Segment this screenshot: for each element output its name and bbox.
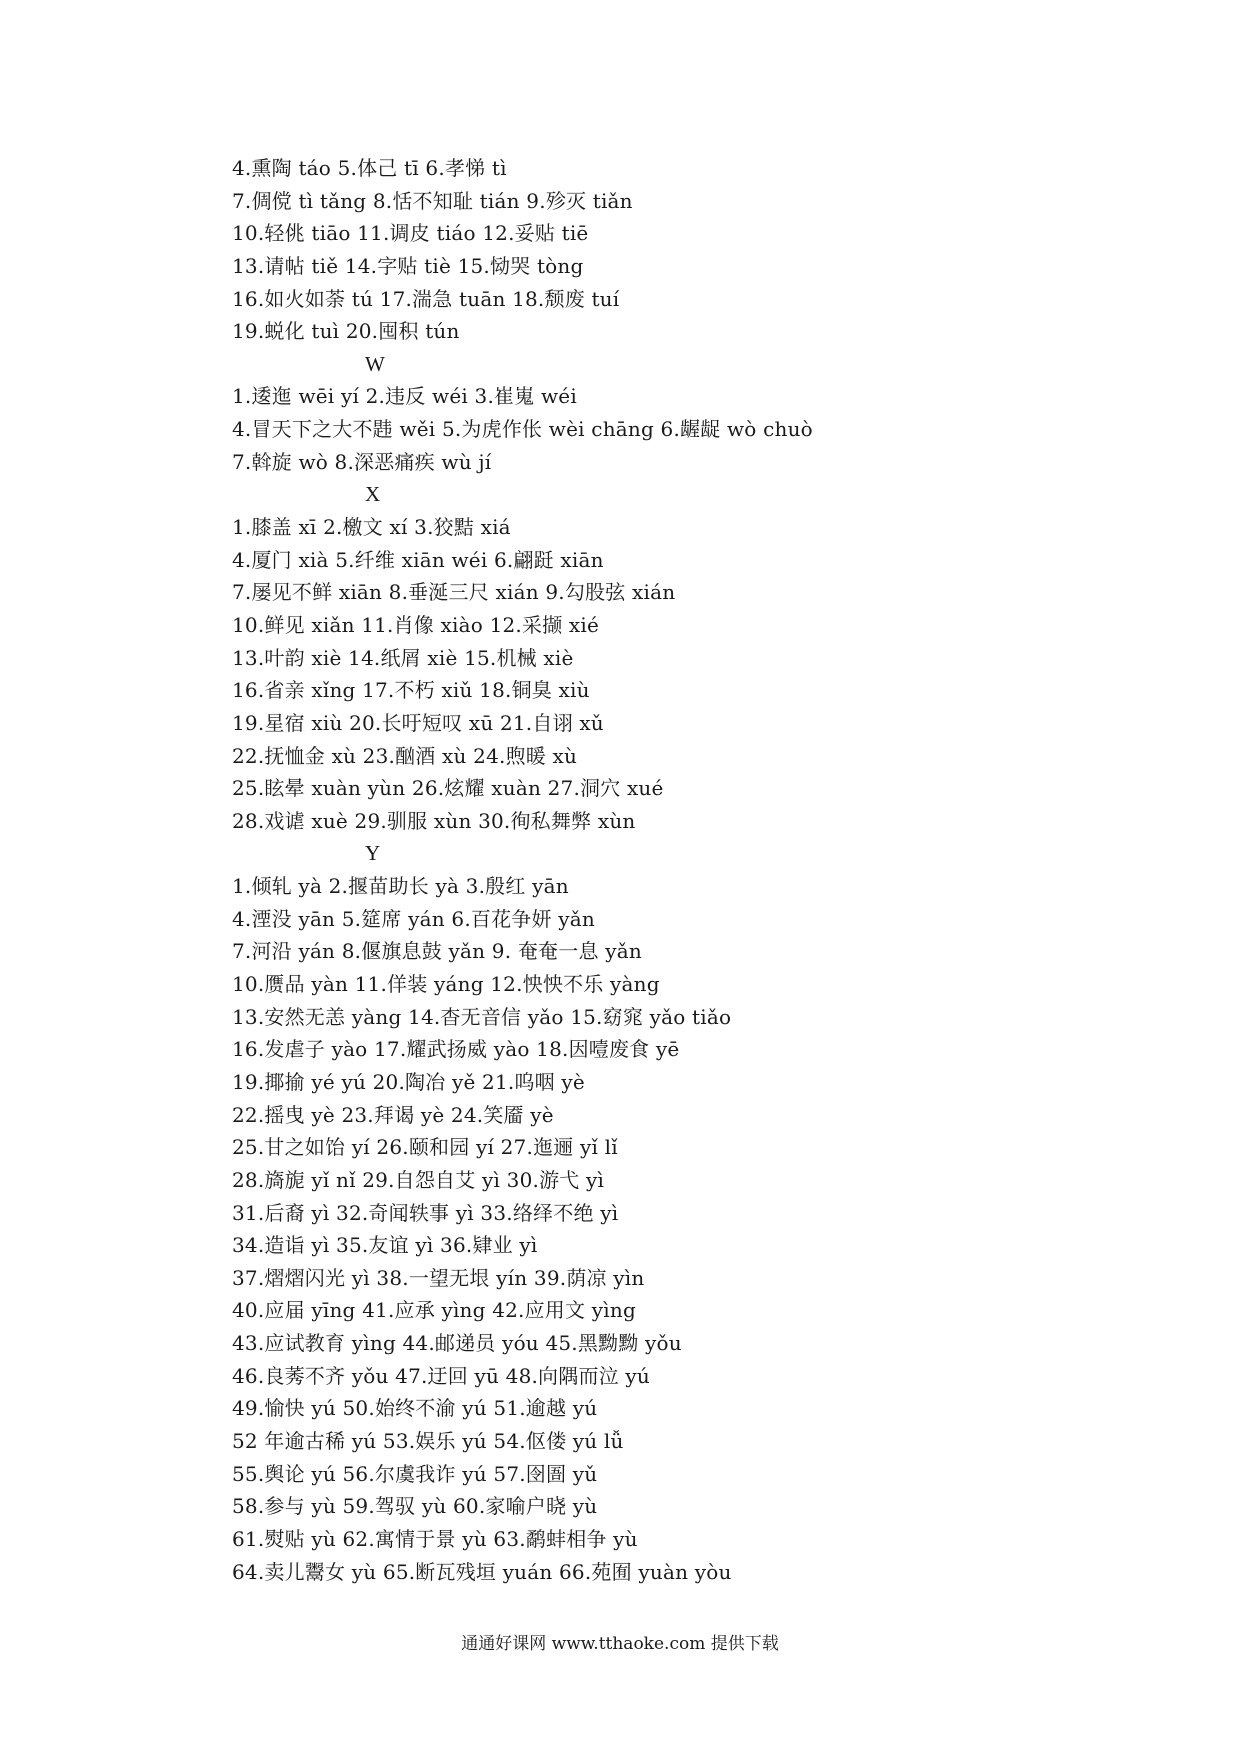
list-line: 25.眩晕 xuàn yùn 26.炫耀 xuàn 27.洞穴 xué <box>232 776 664 801</box>
list-line: 13.请帖 tiě 14.字贴 tiè 15.恸哭 tòng <box>232 253 584 278</box>
list-line: 19.蜕化 tuì 20.囤积 tún <box>232 319 460 344</box>
list-line: 7.倜傥 tì tǎng 8.恬不知耻 tián 9.殄灭 tiǎn <box>232 188 633 213</box>
list-line: 16.如火如荼 tú 17.湍急 tuān 18.颓废 tuí <box>232 286 620 311</box>
list-line: 55.舆论 yú 56.尔虞我诈 yú 57.囹圄 yǔ <box>232 1461 598 1486</box>
list-line: 16.省亲 xǐng 17.不朽 xiǔ 18.铜臭 xiù <box>232 678 590 703</box>
list-line: 19.星宿 xiù 20.长吁短叹 xū 21.自诩 xǔ <box>232 710 604 735</box>
list-line: 16.发虐子 yào 17.耀武扬威 yào 18.因噎废食 yē <box>232 1037 680 1062</box>
list-line: 28.戏谑 xuè 29.驯服 xùn 30.徇私舞弊 xùn <box>232 808 636 833</box>
list-line: 1.倾轧 yà 2.揠苗助长 yà 3.殷红 yān <box>232 874 569 899</box>
list-line: 52 年逾古稀 yú 53.娱乐 yú 54.伛偻 yú lǚ <box>232 1428 624 1453</box>
list-line: 61.熨贴 yù 62.寓情于景 yù 63.鹬蚌相争 yù <box>232 1526 638 1551</box>
list-line: 7.屡见不鲜 xiān 8.垂涎三尺 xián 9.勾股弦 xián <box>232 580 676 605</box>
list-line: 58.参与 yù 59.驾驭 yù 60.家喻户晓 yù <box>232 1494 598 1519</box>
list-line: 4.冒天下之大不韪 wěi 5.为虎作伥 wèi chāng 6.龌龊 wò chuò <box>232 417 813 442</box>
section-heading-w: W <box>365 351 386 376</box>
list-line: 7.河沿 yán 8.偃旗息鼓 yǎn 9. 奄奄一息 yǎn <box>232 939 642 964</box>
list-line: 1.膝盖 xī 2.檄文 xí 3.狡黠 xiá <box>232 515 511 540</box>
list-line: 7.斡旋 wò 8.深恶痛疾 wù jí <box>232 449 492 474</box>
list-line: 19.揶揄 yé yú 20.陶冶 yě 21.呜咽 yè <box>232 1069 585 1094</box>
list-line: 22.摇曳 yè 23.拜谒 yè 24.笑靥 yè <box>232 1102 554 1127</box>
section-heading-y: Y <box>365 841 381 866</box>
pinyin-word-list <box>232 152 1132 1588</box>
list-line: 40.应届 yīng 41.应承 yìng 42.应用文 yìng <box>232 1298 636 1323</box>
list-line: 10.赝品 yàn 11.佯装 yáng 12.怏怏不乐 yàng <box>232 972 660 997</box>
list-line: 10.鲜见 xiǎn 11.肖像 xiào 12.采撷 xié <box>232 612 600 637</box>
list-line: 64.卖儿鬻女 yù 65.断瓦残垣 yuán 66.苑囿 yuàn yòu <box>232 1559 732 1584</box>
list-line: 31.后裔 yì 32.奇闻轶事 yì 33.络绎不绝 yì <box>232 1200 619 1225</box>
list-line: 28.旖旎 yǐ nǐ 29.自怨自艾 yì 30.游弋 yì <box>232 1167 605 1192</box>
list-line: 22.抚恤金 xù 23.酗酒 xù 24.煦暖 xù <box>232 743 578 768</box>
list-line: 13.叶韵 xiè 14.纸屑 xiè 15.机械 xiè <box>232 645 574 670</box>
list-line: 1.逶迤 wēi yí 2.违反 wéi 3.崔嵬 wéi <box>232 384 577 409</box>
section-heading-x: X <box>365 482 381 507</box>
list-line: 25.甘之如饴 yí 26.颐和园 yí 27.迤逦 yǐ lǐ <box>232 1135 618 1160</box>
page-footer: 通通好课网 www.tthaoke.com 提供下载 <box>461 1634 779 1654</box>
list-line: 34.造诣 yì 35.友谊 yì 36.肄业 yì <box>232 1233 538 1258</box>
list-line: 46.良莠不齐 yǒu 47.迂回 yū 48.向隅而泣 yú <box>232 1363 650 1388</box>
list-line: 4.熏陶 táo 5.体己 tī 6.孝悌 tì <box>232 156 507 180</box>
list-line: 4.湮没 yān 5.筵席 yán 6.百花争妍 yǎn <box>232 906 595 931</box>
list-line: 37.熠熠闪光 yì 38.一望无垠 yín 39.荫凉 yìn <box>232 1265 645 1290</box>
list-line: 10.轻佻 tiāo 11.调皮 tiáo 12.妥贴 tiē <box>232 221 589 246</box>
list-line: 43.应试教育 yìng 44.邮递员 yóu 45.黑黝黝 yǒu <box>232 1331 682 1356</box>
list-line: 4.厦门 xià 5.纤维 xiān wéi 6.翩跹 xiān <box>232 547 604 572</box>
list-line: 49.愉快 yú 50.始终不渝 yú 51.逾越 yú <box>232 1396 598 1421</box>
list-line: 13.安然无恙 yàng 14.杳无音信 yǎo 15.窈窕 yǎo tiǎo <box>232 1004 732 1029</box>
